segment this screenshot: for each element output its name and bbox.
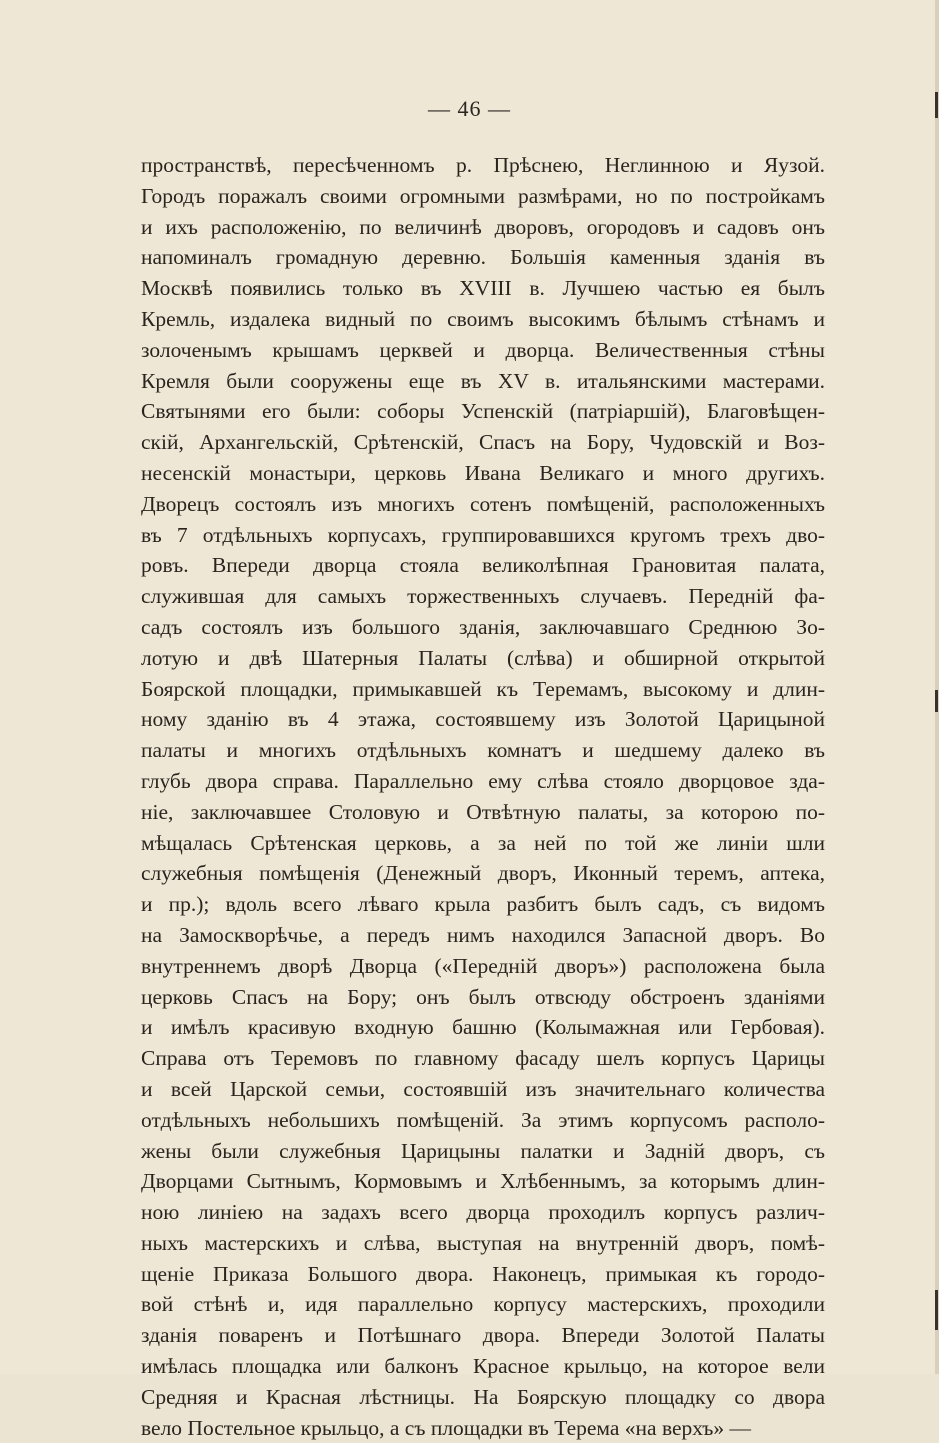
page-edge [935, 0, 939, 1374]
text-line: Кремль, издалека видный по своимъ высокимъ бѣлымъ стѣнамъ и [141, 306, 825, 331]
text-line: мѣщалась Срѣтенская церковь, а за ней по той же линіи шли [141, 830, 825, 855]
text-line: ніе, заключавшее Столовую и Отвѣтную палаты, за которою по- [141, 799, 825, 824]
text-line: ровъ. Впереди дворца стояла великолѣпная Грановитая палата, [141, 553, 825, 578]
text-line: въ 7 отдѣльныхъ корпусахъ, группировавшихся кругомъ трехъ дво- [141, 522, 825, 547]
text-line: лотую и двѣ Шатерныя Палаты (слѣва) и обширной открытой [141, 645, 825, 670]
text-line: вой стѣнѣ и, идя параллельно корпусу мастерскихъ, проходили [141, 1292, 825, 1317]
text-line: и пр.); вдоль всего лѣваго крыла разбитъ былъ садъ, съ видомъ [141, 892, 825, 917]
text-line: Дворецъ состоялъ изъ многихъ сотенъ помѣщеній, расположенныхъ [141, 491, 825, 516]
text-line: Святынями его были: соборы Успенскій (патріаршій), Благовѣщен- [141, 399, 825, 424]
text-line: ныхъ мастерскихъ и слѣва, выступая на внутренній дворъ, помѣ- [141, 1230, 825, 1255]
text-line: пространствѣ, пересѣченномъ р. Прѣснею, Неглинною и Яузой. [141, 153, 825, 177]
edge-mark [935, 690, 938, 712]
text-line: напоминалъ громадную деревню. Большія каменныя зданія въ [141, 245, 825, 270]
text-line: Справа отъ Теремовъ по главному фасаду шелъ корпусъ Царицы [141, 1046, 825, 1071]
text-line: Средняя и Красная лѣстницы. На Боярскую площадку со двора [141, 1384, 825, 1409]
text-line: служебныя помѣщенія (Денежный дворъ, Иконный теремъ, аптека, [141, 861, 825, 886]
text-line: и имѣлъ красивую входную башню (Колымажная или Гербовая). [141, 1015, 825, 1040]
text-line: несенскій монастыри, церковь Ивана Великаго и много другихъ. [141, 460, 825, 485]
text-line: ною линіею на задахъ всего дворца проходилъ корпусъ различ- [141, 1200, 825, 1225]
text-line: и ихъ расположенію, по величинѣ дворовъ, огородовъ и садовъ онъ [141, 214, 825, 239]
text-line: Городъ поражалъ своими огромными размѣрами, но по постройкамъ [141, 183, 825, 208]
text-line: щеніе Приказа Большого двора. Наконецъ, примыкая къ городо- [141, 1261, 825, 1286]
text-line: Кремля были сооружены еще въ XV в. итальянскими мастерами. [141, 368, 825, 393]
text-line: зданія поваренъ и Потѣшнаго двора. Впереди Золотой Палаты [141, 1323, 825, 1348]
text-line: Дворцами Сытнымъ, Кормовымъ и Хлѣбеннымъ, за которымъ длин- [141, 1169, 825, 1194]
text-line: палаты и многихъ отдѣльныхъ комнатъ и шедшему далеко въ [141, 738, 825, 763]
text-line: жены были служебныя Царицыны палатки и Задній дворъ, съ [141, 1138, 825, 1163]
text-line: церковь Спасъ на Бору; онъ былъ отвсюду обстроенъ зданіями [141, 984, 825, 1009]
text-line: ному зданію въ 4 этажа, состоявшему изъ Золотой Царицыной [141, 707, 825, 732]
text-line: глубь двора справа. Параллельно ему слѣва стояло дворцовое зда- [141, 768, 825, 793]
text-line: отдѣльныхъ небольшихъ помѣщеній. За этимъ корпусомъ располо- [141, 1107, 825, 1132]
text-line: золоченымъ крышамъ церквей и дворца. Величественныя стѣны [141, 337, 825, 362]
text-line: скій, Архангельскій, Срѣтенскій, Спасъ на Бору, Чудовскій и Воз- [141, 430, 825, 455]
text-line: служившая для самыхъ торжественныхъ случаевъ. Передній фа- [141, 584, 825, 609]
text-line: Боярской площадки, примыкавшей къ Теремамъ, высокому и длин- [141, 676, 825, 701]
page-number: — 46 — [428, 96, 511, 121]
text-line: на Замоскворѣчье, а передъ нимъ находился Запасной дворъ. Во [141, 922, 825, 947]
body-text [141, 150, 825, 1443]
text-line: внутреннемъ дворѣ Дворца («Передній дворъ») расположена была [141, 953, 825, 978]
text-line: имѣлась площадка или балконъ Красное крыльцо, на которое вели [141, 1354, 825, 1379]
text-line: Москвѣ появились только въ XVIII в. Лучшею частью ея былъ [141, 276, 825, 301]
text-line: и всей Царской семьи, состоявшій изъ значительнаго количества [141, 1076, 825, 1101]
edge-mark [935, 1290, 938, 1330]
text-line: садъ состоялъ изъ большого зданія, заключавшаго Среднюю Зо- [141, 614, 825, 639]
text-line: вело Постельное крыльцо, а съ площадки въ Терема «на верхъ» — [141, 1415, 751, 1440]
